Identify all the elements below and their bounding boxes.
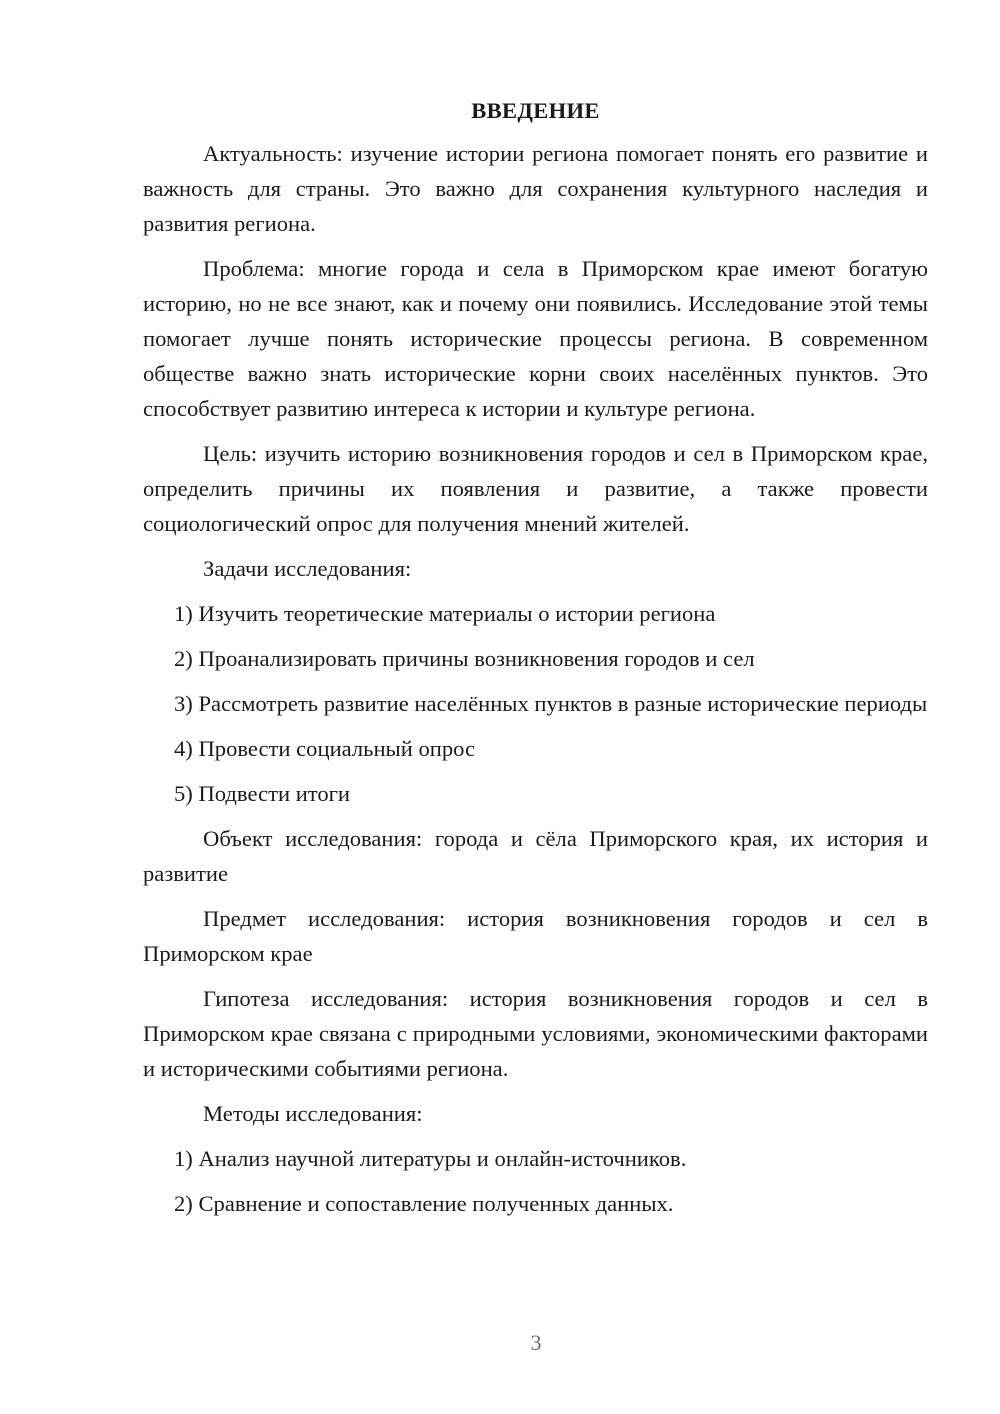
task-item-4: 4) Провести социальный опрос	[174, 736, 476, 761]
document-page	[143, 93, 928, 1231]
methods-heading: Методы исследования:	[203, 1101, 423, 1126]
paragraph-problem: Проблема: многие города и села в Приморском крае имеют богатую историю, но не все знают, как и почему они появились. Исследование этой темы помогает лучше понять исторические процессы региона. В современном обществе важно знать исторические корни своих населённых пунктов. Это способствует развитию интереса к истории и культуре региона.	[143, 256, 928, 421]
task-item-5: 5) Подвести итоги	[174, 781, 351, 806]
method-item-1: 1) Анализ научной литературы и онлайн-источников.	[174, 1146, 687, 1171]
task-item-3: 3) Рассмотреть развитие населённых пунктов в разные исторические периоды	[174, 691, 928, 716]
paragraph-relevance: Актуальность: изучение истории региона помогает понять его развитие и важность для страны. Это важно для сохранения культурного наследия и развития региона.	[143, 141, 928, 236]
task-item-1: 1) Изучить теоретические материалы о истории региона	[174, 601, 716, 626]
paragraph-subject: Предмет исследования: история возникновения городов и сел в Приморском крае	[143, 906, 928, 966]
page-number: 3	[530, 1330, 542, 1355]
paragraph-hypothesis: Гипотеза исследования: история возникновения городов и сел в Приморском крае связана с природными условиями, экономическими факторами и историческими событиями региона.	[143, 986, 928, 1081]
paragraph-goal: Цель: изучить историю возникновения городов и сел в Приморском крае, определить причины их появления и развитие, а также провести социологический опрос для получения мнений жителей.	[143, 441, 928, 536]
task-item-2: 2) Проанализировать причины возникновения городов и сел	[174, 646, 755, 671]
section-title: ВВЕДЕНИЕ	[471, 98, 600, 123]
tasks-heading: Задачи исследования:	[203, 556, 412, 581]
method-item-2: 2) Сравнение и сопоставление полученных данных.	[174, 1191, 674, 1216]
paragraph-object: Объект исследования: города и сёла Приморского края, их история и развитие	[143, 826, 928, 886]
